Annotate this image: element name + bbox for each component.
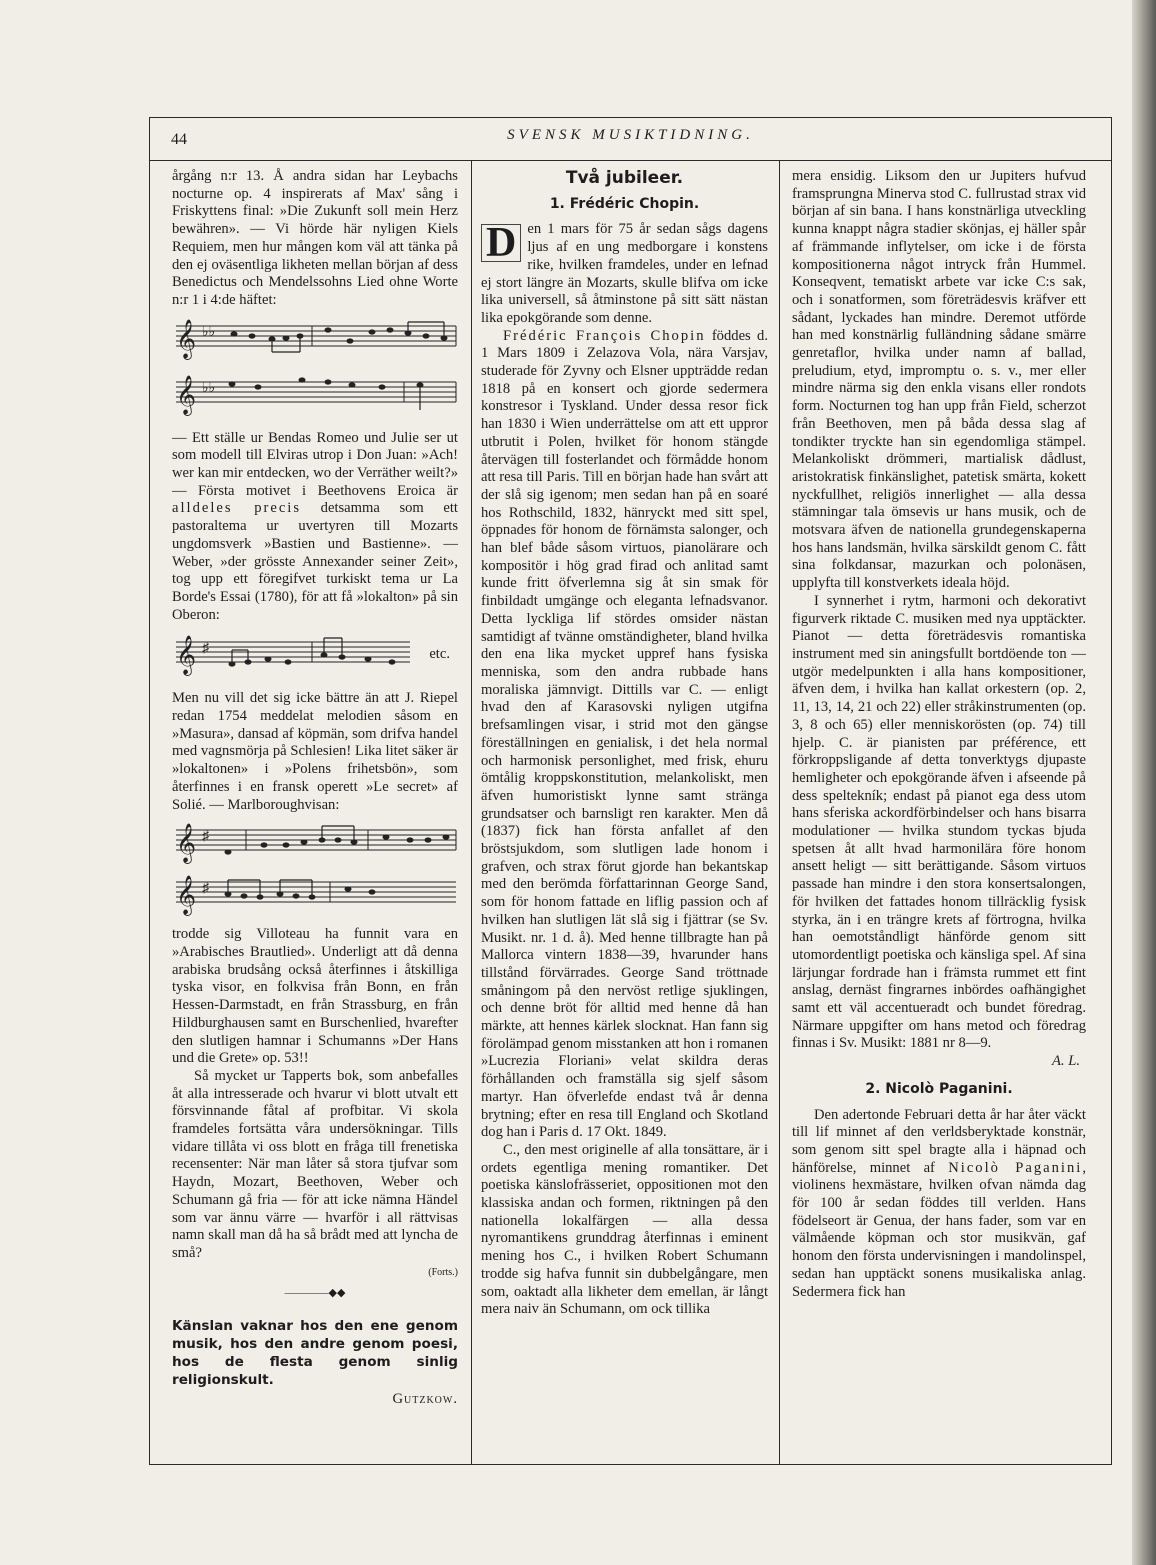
column-rule-1 [471, 161, 472, 1465]
epigraph-quote: Känslan vaknar hos den ene genom musik, hos den andre genom poesi, hos de flesta genom sinlig religionskult. [172, 1318, 458, 1389]
svg-text:♯: ♯ [202, 641, 209, 657]
journal-title: SVENSK MUSIKTIDNING. [507, 127, 754, 143]
svg-text:𝄞: 𝄞 [176, 318, 197, 359]
paragraph: C., den mest originelle af alla tonsättare, är i ordets egentliga mening romantiker. Det poetiska känslofrässeriet, oppositionen mot den klassiska andan och formen, riktningen på den nationella lokalfärgen — alla dessa nyromantikens grunddrag återfinnas i eminent mening hos C., i hvilken Robert Schumann trodde sig hafva funnit sin dubbelgångare, men som, oaktadt alla likheter dem emellan, är långt mera naiv än Schumann, om ock tillika [481, 1141, 768, 1318]
music-example-oberon [172, 628, 412, 684]
author-signature: A. L. [1052, 1053, 1080, 1070]
ornament-divider: ————◆◆ [284, 1287, 346, 1300]
book-spine-shadow [1132, 0, 1156, 1565]
column-3 [792, 168, 1086, 1301]
paragraph: Men nu vill det sig icke bättre än att J. Riepel redan 1754 meddelat melodien såsom en »Masura», dansad af köpmän, som drifva handel med vagnsmörja på Schlesien! Lika litet säker är »lokaltonen» i »Polens frihetsbön», som återfinnes i en fransk operett »Le secret» af Solié. — Marlboroughvisan: [172, 690, 458, 813]
paragraph: Så mycket ur Tapperts bok, som anbefalles åt alla intresserade och hvarur vi blott utvalt ett försvinnande fåtal af profbitar. Vi skola framdeles fortsätta våra undersökningar. Tills vidare tillåta vi oss blott en fråga till frenetiska recensenter: När man låter så stora tjufvar som Haydn, Mozart, Beethoven, Weber och Schumann gå fria — för att icke nämna Händel som var ännu värre — hvarför i all rättvisas namn skall man då ha så brådt med att lyncha de små? [172, 1067, 458, 1261]
svg-text:𝄞: 𝄞 [176, 823, 197, 864]
section-heading-paganini: 2. Nicolò Paganini. [865, 1080, 1013, 1097]
page-number: 44 [171, 131, 187, 148]
paragraph: årgång n:r 13. Å andra sidan har Leybachs nocturne op. 4 inspirerats af Max' sång i Friskyttens final: »Die Zukunft soll mein Herz bewähren». — Vi hörde här nyligen Kiels Requiem, men hur mången kom väl att tänka på den ej oväsentliga likheten mellan början af dess Benedictus och Mendelssohns Lied ohne Worte n:r 1 i 4:de häftet: [172, 168, 458, 308]
column-rule-2 [779, 161, 780, 1465]
column-2 [481, 168, 768, 1319]
music-example-benedictus [172, 314, 458, 424]
music-example-marlborough [172, 818, 458, 920]
drop-cap: D [481, 224, 521, 262]
svg-text:♯: ♯ [202, 881, 209, 897]
svg-text:𝄞: 𝄞 [176, 875, 197, 916]
paragraph: trodde sig Villoteau ha funnit vara en »Arabisches Brautlied». Underligt att då denna arabiska brudsång också återfinnes i åtskilliga tyska visor, en folkvisa från Bonn, en från Hessen-Darmstadt, en från Strassburg, en från Hildburghausen samt en Burschenlied, hvarefter den slutligen hamnar i Schumanns »Der Hans und die Grete» op. 53!! [172, 926, 458, 1067]
music-example-oberon-row [172, 628, 458, 684]
etc-label: etc. [429, 646, 450, 663]
running-header [149, 117, 1112, 161]
svg-text:♭♭: ♭♭ [202, 380, 216, 396]
paragraph: D en 1 mars för 75 år sedan sågs dagens ljus af en ung medborgare i konstens rike, hvilken framdeles, under en lefnad ej stort längre än Mozarts, skulle blifva om icke lika universell, så åtminstone på sitt sätt nästan lika epokgörande som denne. [481, 220, 768, 326]
paragraph: mera ensidig. Liksom den ur Jupiters hufvud framsprungna Minerva stod C. fullrustad strax vid början af sin bana. I hans konstnärliga utveckling kunna knappt några stadier skönjas, ej häller spår af främmande inflytelser, om icke i de första kompositionerna något intryck från Hummel. Konseqvent, tematiskt arbete var icke C:s sak, och i sonatformen, som företrädesvis kräfver ett sådant, lyckades han mindre. Deremot utförde han med konstnärlig fulländning sådane smärre genretaflor, hvilka under namn af ballad, preludium, etyd, impromptu o. s. v., mer eller mindre närma sig den enkla visans eller rondots form. Nocturnen tog han upp från Field, scherzot från Beethoven, men på båda dessa slag af tondikter tryckte han sin egendomliga stämpel. Melankoliskt drömmeri, martialisk dådlust, aristokratisk finkänslighet, patetisk smärta, kokett nyckfullhet, religiös innerlighet — alla dessa stämningar tala ömsevis ur hans musik, och de motsvara äfven de nationella grundegenskaperna hos hans landsmän, hvilka särskildt genom C. fått sina folkdansar, mazurkan och polonäsen, upplyfta till konstverkets ideala höjd. [792, 168, 1086, 592]
paragraph: Frédéric François Chopin föddes d. 1 Mars 1809 i Zelazova Vola, nära Varsjav, studerade för Zyvny och Elsner uppträdde redan 1818 på en konsert och gjorde sedermera konstresor i Tyskland. Under dessa resor fick han 1830 i Wien underrättelse om att ett uppror utbrutit i Polen, hvilket för honom stängde återvägen till fosterlandet och förmådde honom att resa till Paris. Till en början hade han svårt att der slå sig igenom; men sedan han på en soaré hos Rothschild, 1832, hänryckt med sitt spel, öppnades för honom de förnämsta salonger, och han blef både såsom virtuos, pianolärare och kompositör i hög grad firad och anlitad samt kunde fritt öfverlemna sig åt sin smak för finbildadt umgänge och eleganta lefnadsvanor. Detta lyckliga lif stördes omsider nästan samtidigt af tvänne omständigheter, bland hvilka den ena lika mycket uppref hans fysiska menniska, som den andra rubbade hans moraliska jämnvigt. Dittills var C. — enligt hvad den af Karasovski nyligen utgifna brefsamlingen visar, i strid mot den gängse föreställningen en genialisk, i det hela normal och harmonisk personlighet, med frisk, ehuru ömtålig kroppskonstitution, melankoliskt, men äfven humoristiskt lynne samt stränga grundsatser och barnsligt ren karakter. Men då (1837) fick han första anfallet af den bröstsjukdom, som slutligen lade honom i grafven, och strax förut gjorde han bekantskap med den berömda författarinnan George Sand, som för honom fattade en liflig passion och af hvilken han slutligen lät slå sig i fjättrar (se Sv. Musikt. nr. 1 d. å). Med henne tillbragte han på Mallorca vintern 1838—39, hvarunder hans tillstånd förvärrades. George Sand tröttnade småningom på den nervöst retlige sjuklingen, och denne bröt för alltid med henne då han märkte, att hennes kärlek slocknat. Han fann sig förolämpad genom misstanken att hon i romanen »Lucrezia Floriani» velat skildra deras förhållanden och framställa sig sjelf såsom martyr. Han öfverlefde endast två år denna brytning; efter en resa till England och Skotland dog han i Paris d. 17 Okt. 1849. [481, 327, 768, 1141]
continued-note: (Forts.) [428, 1266, 458, 1278]
column-1 [172, 168, 458, 1409]
svg-text:𝄞: 𝄞 [176, 374, 197, 415]
epigraph-author: Gutzkow. [392, 1391, 458, 1408]
section-heading-chopin: 1. Frédéric Chopin. [549, 195, 700, 212]
paragraph: — Ett ställe ur Bendas Romeo und Julie ser ut som modell till Elviras utrop i Don Juan: »Ach! wer kan mir entdecken, wo der Verräther weilt?» — Första motivet i Beethovens Eroica är alldeles precis detsamma som ett pastoraltema ur uvertyren till Mozarts ungdomsverk »Bastien und Bastienne». — Weber, »der grösste Annexander seiner Zeit», tog upp ett föregifvet turkiskt tema ur La Borde's Essai (1780), för att få »lokalton» på sin Oberon: [172, 429, 458, 623]
svg-text:♯: ♯ [202, 829, 209, 845]
article-title: Två jubileer. [565, 168, 684, 188]
svg-text:𝄞: 𝄞 [176, 635, 197, 676]
svg-text:♭♭: ♭♭ [202, 324, 216, 340]
paragraph: Den adertonde Februari detta år har åter väckt till lif minnet af den verldsberyktade konstnär, som genom sitt spel bragte alla i häpnad och hänförelse, minnet af Nicolò Paganini, violinens hexmästare, hvilken ofvan nämda dag för 100 år sedan föddes till verlden. Hans födelseort är Genua, der hans fader, som var en välmående köpman och stor musikvän, gaf honom den första undervisningen i mandolinspel, sedan han upptäckt sonens musikaliska anlag. Sedermera fick han [792, 1106, 1086, 1300]
paragraph: I synnerhet i rytm, harmoni och dekorativt figurverk riktade C. musiken med nya upptäckter. Pianot — detta företrädesvis romantiska instrument med sin aningsfullt bortdöende ton — utgör medelpunkten i alla hans kompositioner, äfven dem, i hvilka han kallat orkestern (op. 2, 11, 13, 14, 21 och 22) eller stråkinstrumenten (op. 3, 8 och 65) eller menniskorösten (op. 74) till hjelp. C. är pianisten par préférence, ett förkroppsligande af detta tonverktygs djupaste hemligheter och epokgörande äfven i afseende på dess speltekník; endast på pianot ega dess utom hans sferiska ackordförbindelser och hans bisarra modulationer — hvilka stundom tyckas bjuda spetsen åt allt hvad harmonilära före honom ansett heligt — sitt berättigande. Såsom virtuos passade han mindre i den stora konsertsalongen, för hvilken det fattades honom tillräcklig fysisk styrka, än i en trängre krets af förtrogna, hvilka han oemotståndligt hänförde genom sitt utomordentligt poetiska och känsliga spel. Af sina lärjungar fordrade han i främsta rummet ett fint anslag, dernäst fingrarnes inbördes oafhängighet samt ett väl accentueradt och bundet föredrag. Närmare uppgifter om hans metod och föredrag finnas i Sv. Musikt: 1881 nr 8—9. [792, 592, 1086, 1052]
